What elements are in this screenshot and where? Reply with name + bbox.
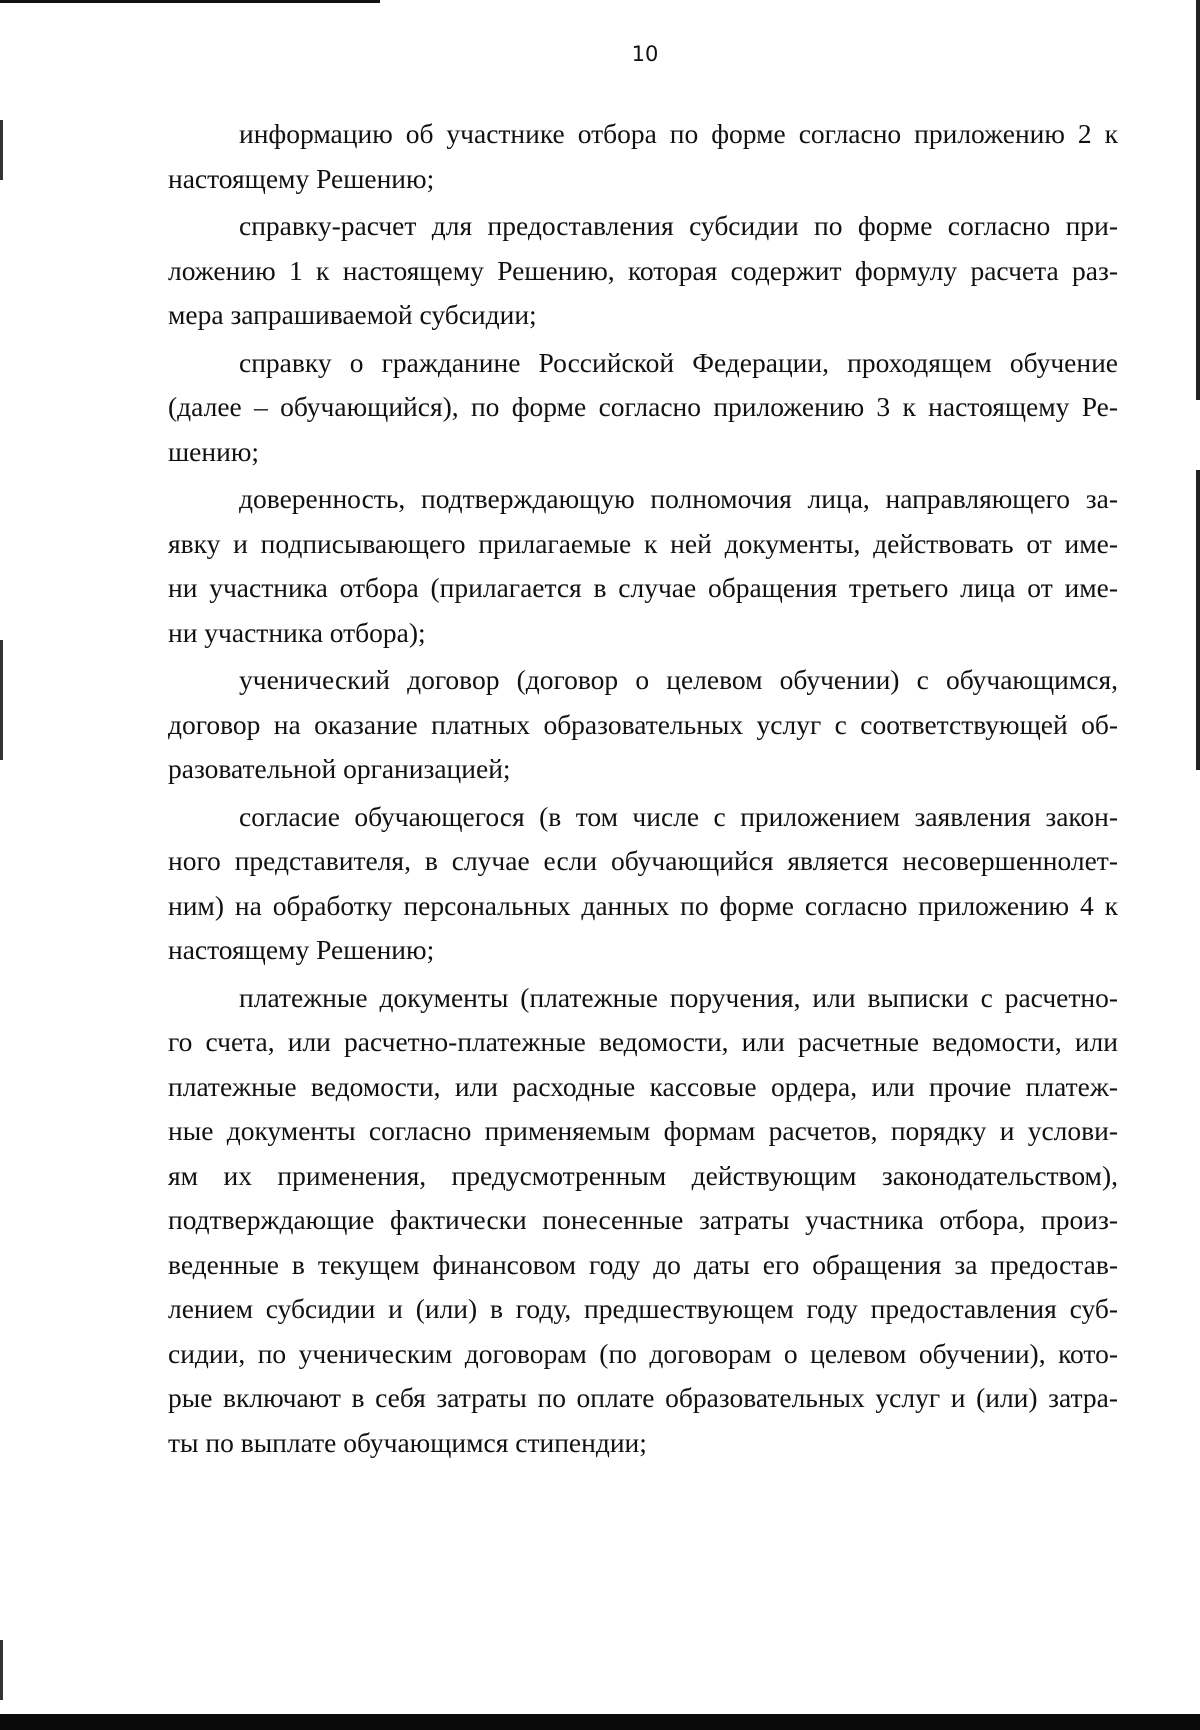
text-line: согласие обучающегося (в том числе с приложением заявления закон- xyxy=(239,800,1118,832)
text-line: ные документы согласно применяемым формам расчетов, порядку и услови- xyxy=(168,1115,1118,1146)
text-line: рые включают в себя затраты по оплате образовательных услуг и (или) затра- xyxy=(168,1382,1118,1413)
text-line: информацию об участнике отбора по форме согласно приложению 2 к xyxy=(239,118,1118,149)
page-number: 10 xyxy=(631,42,659,66)
text-line: шению; xyxy=(168,435,259,467)
text-line: мера запрашиваемой субсидии; xyxy=(168,299,537,330)
text-line: справку-расчет для предоставления субсидии по форме согласно при- xyxy=(239,210,1118,241)
paragraph xyxy=(168,341,1118,475)
text-line: доверенность, подтверждающую полномочия лица, направляющего за- xyxy=(239,483,1118,514)
text-line: (далее – обучающийся), по форме согласно приложению 3 к настоящему Ре- xyxy=(168,391,1118,422)
text-line: го счета, или расчетно-платежные ведомости, или расчетные ведомости, или xyxy=(168,1026,1118,1057)
text-line: настоящему Решению; xyxy=(168,162,435,194)
text-line: ни участника отбора); xyxy=(168,616,426,648)
paragraph xyxy=(168,477,1118,655)
document-body xyxy=(168,112,1118,1465)
text-line: платежные документы (платежные поручения, или выписки с расчетно- xyxy=(239,981,1118,1013)
paragraph xyxy=(168,795,1118,973)
text-line: ты по выплате обучающимся стипендии; xyxy=(168,1426,647,1458)
scan-edge-bottom xyxy=(0,1714,1200,1730)
text-line: ним) на обработку персональных данных по форме согласно приложению 4 к xyxy=(168,889,1118,921)
text-line: ложению 1 к настоящему Решению, которая содержит формулу расчета раз- xyxy=(168,254,1118,286)
text-line: ученический договор (договор о целевом обучении) с обучающимся, xyxy=(239,664,1118,695)
paragraph xyxy=(168,976,1118,1466)
text-line: настоящему Решению; xyxy=(168,934,435,965)
paragraph xyxy=(168,112,1118,201)
scan-edge-left xyxy=(0,120,3,180)
paragraph xyxy=(168,204,1118,338)
text-line: ного представителя, в случае если обучающийся является несовершеннолет- xyxy=(168,845,1118,876)
text-line: сидии, по ученическим договорам (по договорам о целевом обучении), кото- xyxy=(168,1337,1118,1369)
text-line: справку о гражданине Российской Федерации, проходящем обучение xyxy=(239,346,1118,378)
text-line: лением субсидии и (или) в году, предшествующем году предоставления суб- xyxy=(168,1293,1118,1324)
paragraph xyxy=(168,658,1118,792)
text-line: платежные ведомости, или расходные кассовые ордера, или прочие платеж- xyxy=(168,1070,1118,1102)
text-line: веденные в текущем финансовом году до даты его обращения за предостав- xyxy=(168,1248,1118,1280)
text-line: подтверждающие фактически понесенные затраты участника отбора, произ- xyxy=(168,1204,1118,1235)
text-line: ни участника отбора (прилагается в случае обращения третьего лица от име- xyxy=(168,572,1118,603)
scan-edge-top xyxy=(0,0,380,3)
text-line: разовательной организацией; xyxy=(168,753,511,784)
text-line: явку и подписывающего прилагаемые к ней документы, действовать от име- xyxy=(168,527,1118,559)
scan-edge-right xyxy=(1196,470,1200,770)
text-line: договор на оказание платных образовательных услуг с соответствующей об- xyxy=(168,708,1118,740)
text-line: ям их применения, предусмотренным действующим законодательством), xyxy=(168,1159,1118,1191)
scan-edge-left xyxy=(0,640,3,760)
scan-edge-left xyxy=(0,1640,3,1700)
